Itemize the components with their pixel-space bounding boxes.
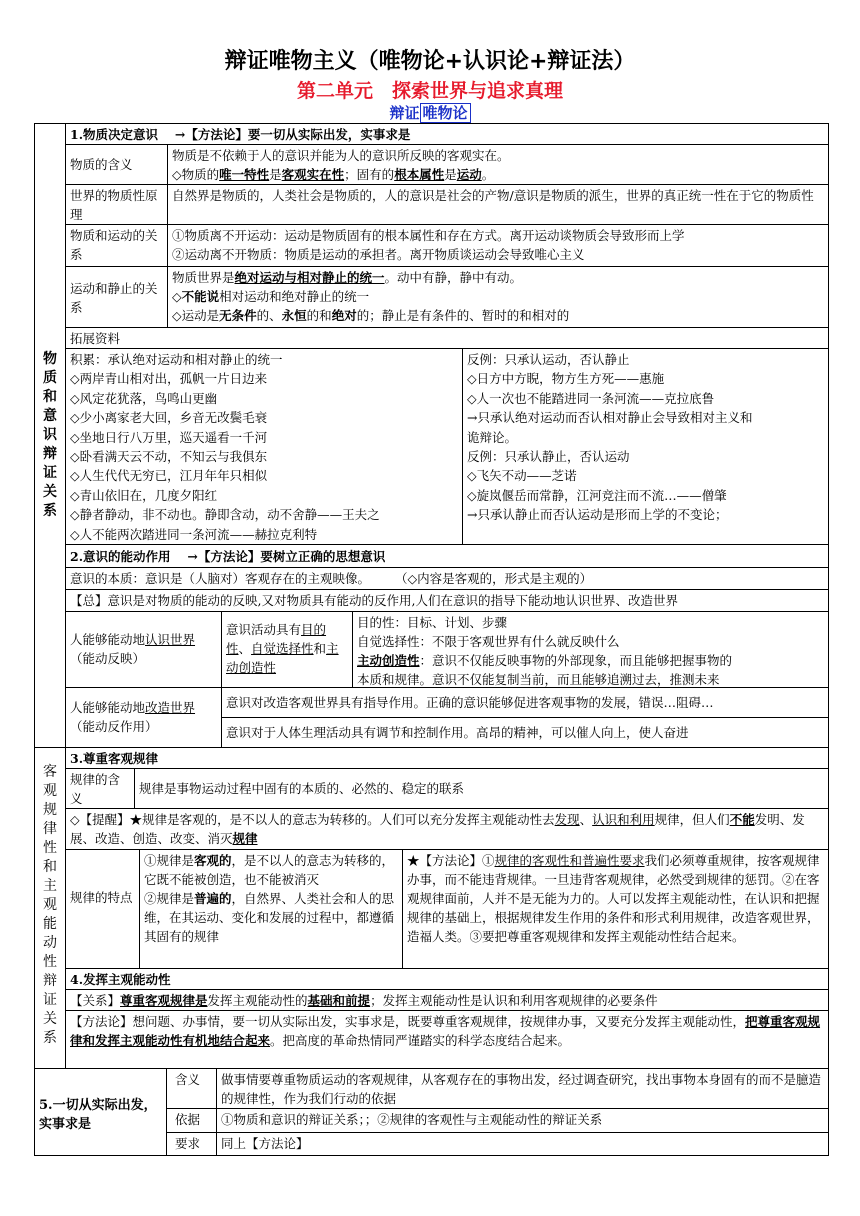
ext-left-line: ◇卧看满天云不动，不知云与我俱东 — [70, 449, 268, 465]
motion-rest-line1: 物质世界是绝对运动与相对静止的统一。动中有静，静中有动。 — [172, 270, 523, 285]
trait-creative-cont: 本质和规律。意识不仅能复制当前，而且能够追溯过去，推测未来 — [357, 672, 720, 687]
ext-right-line: 反例：只承认静止，否认运动 — [467, 449, 630, 465]
section-subtitle — [0, 102, 860, 123]
section-5-label: 5.一切从实际出发，实事求是 — [34, 1068, 167, 1156]
row-world-materiality: 自然界是物质的，人类社会是物质的，人的意识是社会的产物/意识是物质的派生，世界的真正统一性在于它的物质性 — [167, 184, 829, 225]
know-world-label: 人能够能动地认识世界（能动反映） — [65, 611, 222, 688]
section-2-title: 2.意识的能动作用 →【方法论】要树立正确的思想意识 — [65, 544, 829, 568]
ext-right-line: ◇人一次也不能踏进同一条河流——克拉底鲁 — [467, 390, 715, 406]
law-feature-universal: ②规律是普遍的，自然界、人类社会和人的思维，在其运动、变化和发展的过程中，都遵循其固有的规律 — [144, 891, 395, 944]
law-methodology: ★【方法论】①规律的客观性和普遍性要求我们必须尊重规律，按客观规律办事，而不能违背规律。一旦违背客观规律，必然受到规律的惩罚。②在客观规律面前，人并不是无能为力的。人可以发挥主观能动性，在认识和把握规律的基础上，根据规律发生作用的条件和形式利用规律，改造客观世界，造福人类。③要把尊重客观规律和发挥主观能动性结合起来。 — [402, 849, 829, 969]
ext-left-line: ◇静者静动，非不动也。静即含动，动不舍静——王夫之 — [70, 507, 380, 523]
ext-right-line: ◇日方中方睨，物方生方死——惠施 — [467, 371, 665, 387]
ext-left-line: ◇两岸青山相对出，孤帆一片日边来 — [70, 371, 268, 387]
s5-meaning: 做事情要尊重物质运动的客观规律，从客观存在的事物出发，经过调查研究，找出事物本身固有的而不是臆造的规律性，作为我们行动的依据 — [216, 1068, 829, 1109]
matter-motion-line1: ①物质离不开运动：运动是物质固有的根本属性和存在方式。离开运动谈物质会导致形而上学 — [172, 228, 685, 243]
row-label-matter-motion: 物质和运动的关系 — [65, 224, 168, 267]
motion-rest-line2: ◇不能说相对运动和绝对静止的统一 — [172, 289, 370, 304]
section-3-title: 3.尊重客观规律 — [65, 747, 829, 769]
s5-requirement: 同上【方法论】 — [216, 1132, 829, 1156]
ext-left-line: ◇少小离家老大回，乡音无改鬓毛衰 — [70, 410, 268, 426]
section-4-title: 4.发挥主观能动性 — [65, 968, 829, 990]
ext-left-line: ◇青山依旧在，几度夕阳红 — [70, 487, 218, 503]
row-motion-rest — [167, 266, 829, 328]
trait-selective: 自觉选择性：不限于客观世界有什么就反映什么 — [357, 634, 620, 649]
row-matter-motion — [167, 224, 829, 267]
consciousness-traits: 意识活动具有目的性、自觉选择性和主动创造性 — [221, 611, 353, 688]
law-features-label: 规律的特点 — [65, 849, 140, 969]
law-features — [139, 849, 403, 969]
extension-label: 拓展资料 — [65, 327, 829, 349]
section-1-title: 1.物质决定意识 →【方法论】要一切从实际出发，实事求是 — [65, 123, 829, 145]
ext-right-line: →只承认绝对运动而否认相对静止会导致相对主义和 — [467, 410, 753, 426]
consciousness-summary: 【总】意识是对物质的能动的反映,又对物质具有能动的反作用,人们在意识的指导下能动地认识世界、改造世界 — [65, 589, 829, 612]
s5-meaning-label: 含义 — [166, 1068, 217, 1109]
section-4-methodology: 【方法论】想问题、办事情，要一切从实际出发，实事求是，既要尊重客观规律，按规律办事，又要充分发挥主观能动性，把尊重客观规律和发挥主观能动性有机地结合起来。把高度的革命热情同严谨踏实的科学态度结合起来。 — [65, 1010, 829, 1069]
s5-basis: ①物质和意识的辩证关系；；②规律的客观性与主观能动性的辩证关系 — [216, 1108, 829, 1133]
ext-left-line: ◇坐地日行八万里，巡天遥看一千河 — [70, 429, 268, 445]
unit-title: 第二单元 探索世界与追求真理 — [296, 80, 563, 102]
subtitle-part-a: 辩证 — [389, 104, 420, 122]
relation-text: 【关系】尊重客观规律是发挥主观能动性的基础和前提；发挥主观能动性是认识和利用客观规律的必要条件 — [65, 989, 829, 1011]
ext-left-line: ◇人生代代无穷已，江月年年只相似 — [70, 468, 268, 484]
ext-left-line: 积累：承认绝对运动和相对静止的统一 — [70, 352, 283, 367]
ext-left-line: ◇人不能两次踏进同一条河流——赫拉克利特 — [70, 526, 318, 542]
law-feature-objective: ①规律是客观的，是不以人的意志为转移的，它既不能被创造，也不能被消灭 — [144, 853, 395, 887]
matter-meaning-line2: ◇物质的唯一特性是客观实在性；固有的根本属性是运动。 — [172, 167, 495, 182]
trait-purpose: 目的性：目标、计划、步骤 — [357, 615, 508, 630]
row-matter-meaning — [167, 144, 829, 185]
law-meaning: 规律是事物运动过程中固有的本质的、必然的、稳定的联系 — [134, 768, 829, 809]
row-label-matter-meaning: 物质的含义 — [65, 144, 168, 185]
law-reminder: ◇【提醒】★规律是客观的，是不以人的意志为转移的。人们可以充分发挥主观能动性去发现、认识和利用规律，但人们不能发明、发展、改造、创造、改变、消灭规律 — [65, 808, 829, 850]
ext-right-line: ◇旋岚偃岳而常静，江河竞注而不流…——僧肇 — [467, 487, 727, 503]
ext-right-line: →只承认静止而否认运动是形而上学的不变论； — [467, 507, 728, 523]
extension-right — [462, 348, 829, 545]
law-meaning-label: 规律的含义 — [65, 768, 135, 809]
ext-right-line: 反例：只承认运动，否认静止 — [467, 352, 630, 367]
change-world-regulate: 意识对于人体生理活动具有调节和控制作用。高昂的精神，可以催人向上，使人奋进 — [221, 717, 829, 748]
subtitle-part-b: 唯物论 — [420, 103, 471, 123]
consciousness-essence: 意识的本质：意识是（人脑对）客观存在的主观映像。 （◇内容是客观的，形式是主观的） — [65, 567, 829, 590]
row-label-motion-rest: 运动和静止的关系 — [65, 266, 168, 328]
motion-rest-line3: ◇运动是无条件的、永恒的和绝对的；静止是有条件的、暂时的和相对的 — [172, 308, 570, 323]
matter-motion-line2: ②运动离不开物质：物质是运动的承担者。离开物质谈运动会导致唯心主义 — [172, 247, 585, 262]
change-world-label: 人能够能动地改造世界（能动反作用） — [65, 687, 222, 748]
ext-right-line: 诡辩论。 — [467, 429, 518, 445]
side-label-1: 物质和意识辩证关系 — [43, 351, 57, 519]
s5-requirement-label: 要求 — [166, 1132, 217, 1156]
side-label-2: 客观规律性和主观能动性辩证关系 — [43, 764, 57, 1046]
row-label-world-materiality: 世界的物质性原理 — [65, 184, 168, 225]
page-title: 辩证唯物主义（唯物论+认识论+辩证法） — [224, 49, 636, 74]
change-world-guide: 意识对改造客观世界具有指导作用。正确的意识能够促进客观事物的发展，错误…阻碍… — [221, 687, 829, 718]
s5-basis-label: 依据 — [166, 1108, 217, 1133]
ext-left-line: ◇风定花犹落，鸟鸣山更幽 — [70, 390, 218, 406]
ext-right-line: ◇飞矢不动——芝诺 — [467, 468, 577, 484]
trait-creative: 主动创造性：意识不仅能反映事物的外部现象，而且能够把握事物的 — [357, 653, 733, 668]
matter-meaning-line1: 物质是不依赖于人的意识并能为人的意识所反映的客观实在。 — [172, 148, 510, 163]
consciousness-traits-detail — [352, 611, 829, 688]
extension-left — [65, 348, 463, 545]
